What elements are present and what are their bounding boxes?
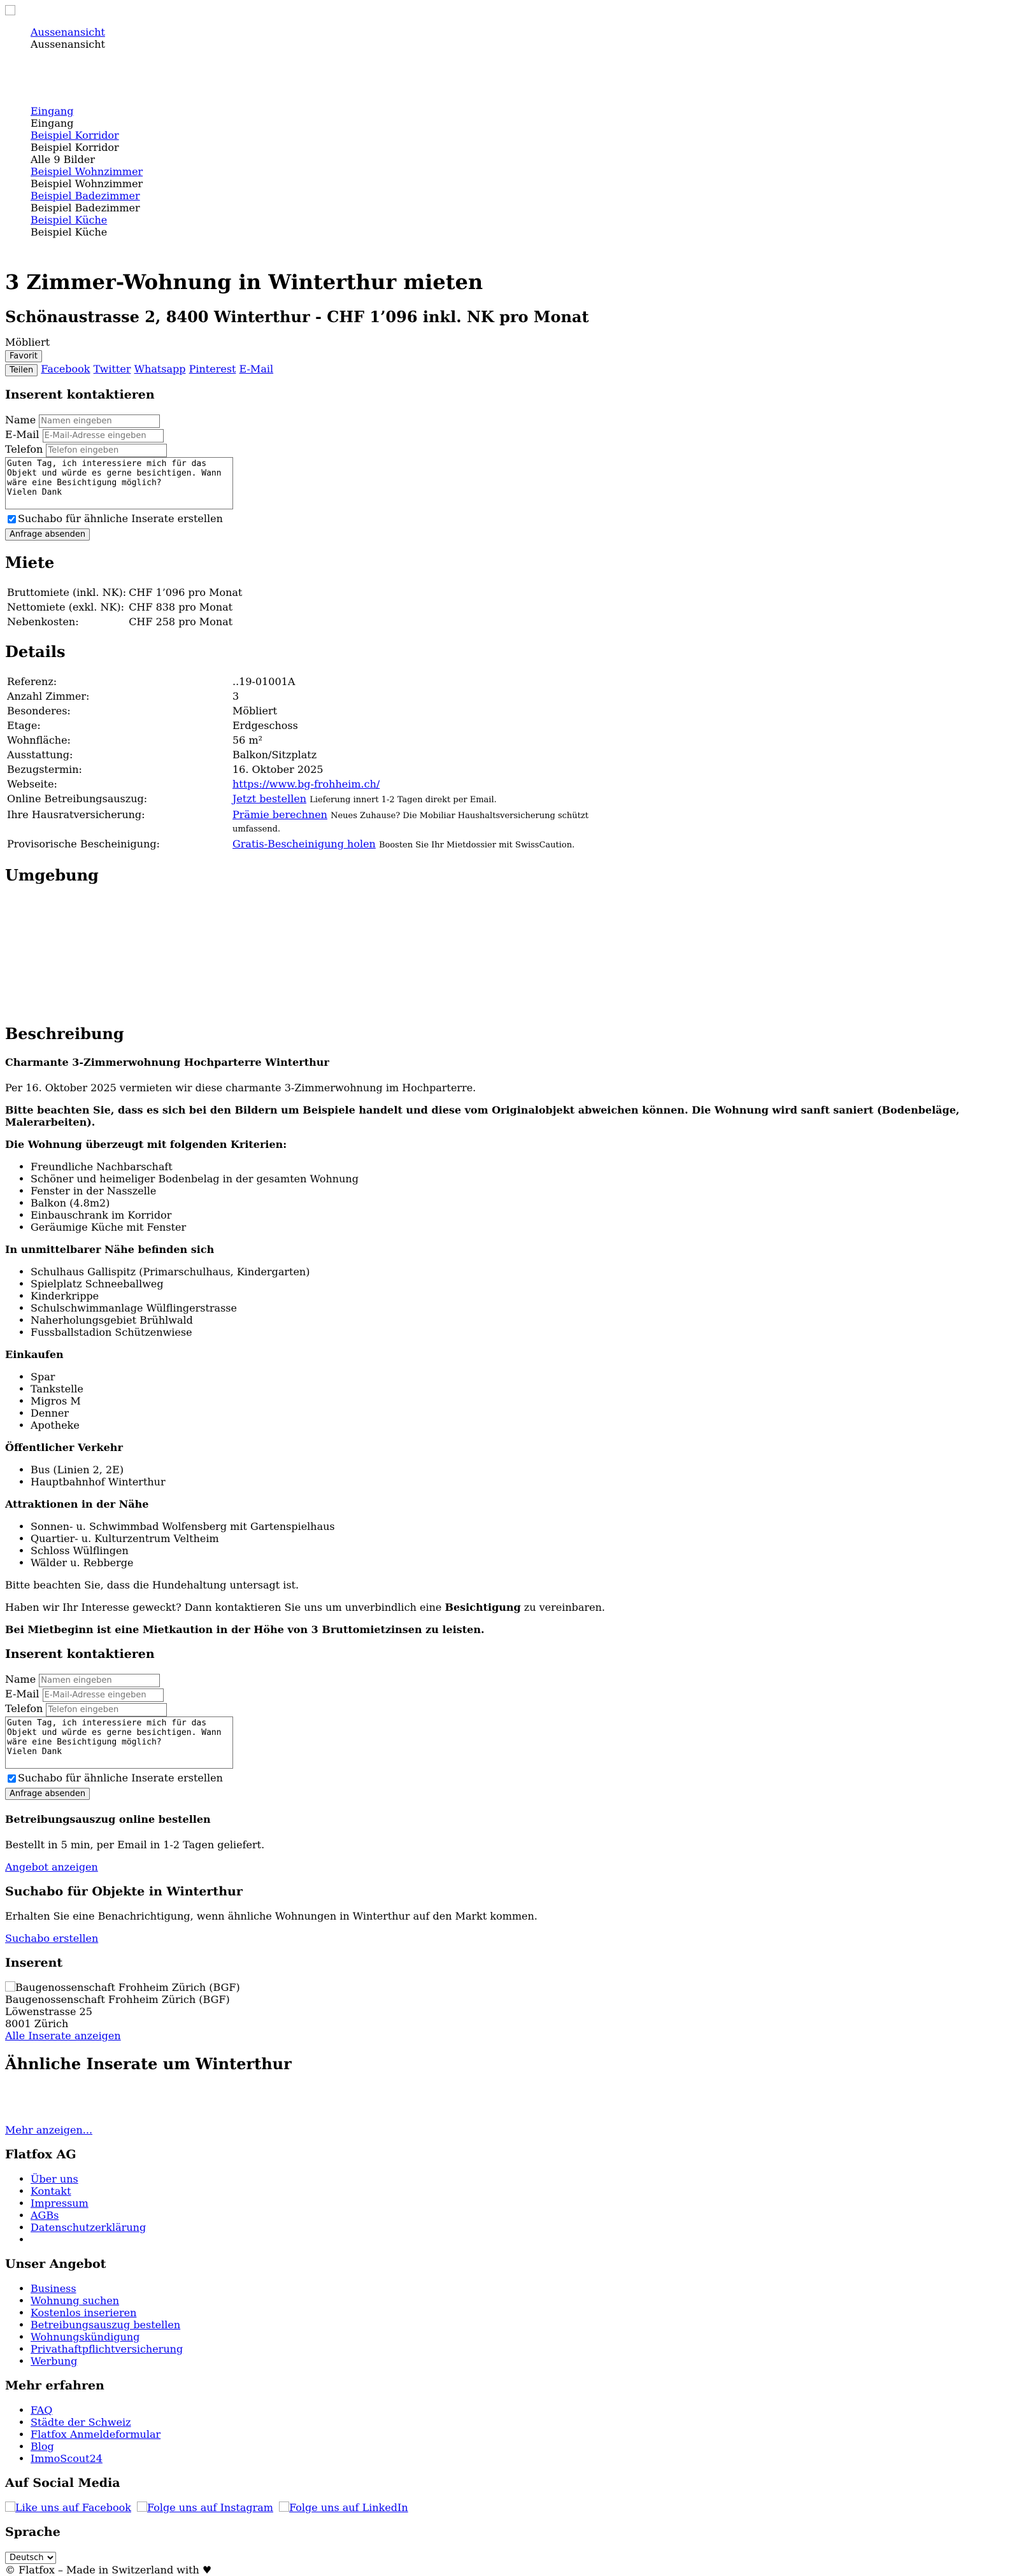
footer-social-heading: Auf Social Media <box>5 2476 120 2490</box>
table-row <box>6 719 590 732</box>
email-label: E-Mail <box>5 1688 39 1700</box>
linkedin-link[interactable]: Folge uns auf LinkedIn <box>279 2502 408 2514</box>
footer-link-faq[interactable]: FAQ <box>31 2404 53 2416</box>
footer-link-about[interactable]: Über uns <box>31 2173 78 2185</box>
list-item: • Fenster in der Nasszelle <box>31 1185 1014 1197</box>
logo-image[interactable] <box>5 5 15 15</box>
email-input[interactable] <box>43 1688 164 1702</box>
all-listings-link[interactable]: Alle Inserate anzeigen <box>5 2030 121 2042</box>
list-item: • Naherholungsgebiet Brühlwald <box>31 1314 1014 1326</box>
footer-link-termination[interactable]: Wohnungskündigung <box>31 2331 140 2343</box>
footer-offer-heading: Unser Angebot <box>5 2257 106 2271</box>
listing-subtitle: Schönaustrasse 2, 8400 Winterthur - CHF 1’096 inkl. NK pro Monat <box>5 308 589 326</box>
footer-link-privacy[interactable]: Datenschutzerklärung <box>31 2221 146 2233</box>
share-facebook-link[interactable]: Facebook <box>41 363 90 375</box>
facebook-link[interactable]: Like uns auf Facebook <box>5 2502 131 2514</box>
footer-learn-heading: Mehr erfahren <box>5 2379 104 2393</box>
share-button[interactable]: Teilen <box>5 364 38 376</box>
phone-input[interactable] <box>46 444 167 457</box>
gallery-caption: Beispiel Küche <box>31 226 108 238</box>
show-more-link[interactable]: Mehr anzeigen... <box>5 2124 93 2136</box>
list-item: • Spar <box>31 1371 1014 1383</box>
footer-language-heading: Sprache <box>5 2525 61 2539</box>
list-item: • Schulhaus Gallispitz (Primarschulhaus, Kindergarten) <box>31 1266 1014 1278</box>
image-gallery <box>5 26 1014 238</box>
listing-tag: Möbliert <box>5 336 50 348</box>
details-table <box>5 674 591 853</box>
rent-value: CHF 838 pro Monat <box>129 601 233 613</box>
advertiser-heading: Inserent <box>5 1956 63 1970</box>
free-certificate-link[interactable]: Gratis-Bescheinigung holen <box>232 838 376 850</box>
calculate-premium-link[interactable]: Prämie berechnen <box>232 809 327 821</box>
gallery-link-living-room[interactable]: Beispiel Wohnzimmer <box>31 166 143 178</box>
search-alert-checkbox[interactable] <box>8 1774 16 1783</box>
details-label: Etage: <box>7 719 41 732</box>
share-twitter-link[interactable]: Twitter <box>93 363 131 375</box>
contact-form-bottom <box>5 1647 1014 1800</box>
footer-link-list-free[interactable]: Kostenlos inserieren <box>31 2307 137 2319</box>
footer-link-liability-insurance[interactable]: Privathaftpflichtversicherung <box>31 2343 183 2355</box>
gallery-link-entrance[interactable]: Eingang <box>31 105 74 117</box>
details-label: Ihre Hausratversicherung: <box>7 809 145 821</box>
footer-link-imprint[interactable]: Impressum <box>31 2197 89 2209</box>
list-item-empty <box>31 2233 1014 2246</box>
name-label: Name <box>5 414 36 426</box>
list-item: • Apotheke <box>31 1419 1014 1431</box>
table-row <box>6 808 590 836</box>
name-input[interactable] <box>39 1674 160 1687</box>
footer <box>5 2148 1014 2576</box>
message-textarea[interactable] <box>5 1716 233 1769</box>
list-item: • Denner <box>31 1407 1014 1419</box>
name-label: Name <box>5 1673 36 1685</box>
share-bar <box>5 362 1014 376</box>
page-title: 3 Zimmer-Wohnung in Winterthur mieten <box>5 270 483 294</box>
details-label: Anzahl Zimmer: <box>7 690 90 702</box>
share-pinterest-link[interactable]: Pinterest <box>189 363 236 375</box>
rent-heading: Miete <box>5 553 55 572</box>
message-textarea[interactable] <box>5 457 233 509</box>
list-item: • Freundliche Nachbarschaft <box>31 1161 1014 1173</box>
surroundings-section <box>5 866 1014 1012</box>
phone-input[interactable] <box>46 1703 167 1716</box>
submit-request-button[interactable]: Anfrage absenden <box>5 1788 90 1800</box>
instagram-icon <box>137 2502 147 2512</box>
contact-heading: Inserent kontaktieren <box>5 1647 155 1661</box>
similar-listings-placeholder <box>5 2086 1014 2124</box>
list-item: • Quartier- u. Kulturzentrum Veltheim <box>31 1532 1014 1545</box>
rent-label: Nettomiete (exkl. NK): <box>7 601 125 613</box>
advertiser-city: 8001 Zürich <box>5 2018 69 2030</box>
table-row <box>6 837 590 852</box>
list-item: • Schloss Wülflingen <box>31 1545 1014 1557</box>
cta-bold: Besichtigung <box>445 1601 521 1613</box>
rent-section <box>5 553 1014 630</box>
table-row <box>6 733 590 747</box>
description-intro: Per 16. Oktober 2025 vermieten wir diese charmante 3-Zimmerwohnung im Hochparterre. <box>5 1082 476 1094</box>
instagram-link[interactable]: Folge uns auf Instagram <box>137 2502 273 2514</box>
gallery-item-exterior <box>31 26 1014 105</box>
social-links <box>5 2502 1014 2514</box>
gallery-caption: Beispiel Badezimmer <box>31 202 140 214</box>
footer-link-order-extract[interactable]: Betreibungsauszug bestellen <box>31 2319 181 2331</box>
details-label: Online Betreibungsauszug: <box>7 793 148 805</box>
gallery-item-corridor <box>31 129 1014 166</box>
list-item: • Sonnen- u. Schwimmbad Wolfensberg mit Gartenspielhaus <box>31 1520 1014 1532</box>
deposit-note: Bei Mietbeginn ist eine Mietkaution in der Höhe von 3 Bruttomietzinsen zu leisten. <box>5 1624 485 1636</box>
shopping-list <box>5 1371 1014 1431</box>
extract-heading: Betreibungsauszug online bestellen <box>5 1813 211 1825</box>
details-label: Webseite: <box>7 778 57 790</box>
website-link[interactable]: https://www.bg-frohheim.ch/ <box>232 778 380 790</box>
gallery-link-exterior[interactable]: Aussenansicht <box>31 26 105 38</box>
details-label: Wohnfläche: <box>7 734 71 746</box>
search-alert-heading: Suchabo für Objekte in Winterthur <box>5 1885 243 1899</box>
table-row <box>6 704 590 718</box>
shopping-heading: Einkaufen <box>5 1348 64 1361</box>
copyright: © Flatfox – Made in Switzerland with ♥ <box>5 2564 212 2576</box>
table-row <box>6 792 590 807</box>
table-row <box>6 586 243 599</box>
email-input[interactable] <box>43 429 164 442</box>
rent-value: CHF 258 pro Monat <box>129 616 233 628</box>
rent-label: Bruttomiete (inkl. NK): <box>7 586 127 598</box>
attractions-list <box>5 1520 1014 1569</box>
table-row <box>6 777 590 791</box>
details-label: Referenz: <box>7 676 57 688</box>
list-item: • Geräumige Küche mit Fenster <box>31 1221 1014 1233</box>
similar-heading: Ähnliche Inserate um Winterthur <box>5 2055 292 2073</box>
rent-value: CHF 1’096 pro Monat <box>129 586 243 598</box>
footer-link-application-form[interactable]: Flatfox Anmeldeformular <box>31 2428 161 2440</box>
gallery-caption: Beispiel Korridor <box>31 141 119 153</box>
gallery-item-bathroom <box>31 190 1014 214</box>
footer-link-search-apartment[interactable]: Wohnung suchen <box>31 2295 120 2307</box>
search-alert-box <box>5 1885 1014 1944</box>
attractions-heading: Attraktionen in der Nähe <box>5 1498 149 1510</box>
cta-paragraph: Haben wir Ihr Interesse geweckt? Dann kontaktieren Sie uns um unverbindlich eine Besichtigung zu vereinbaren. <box>5 1601 605 1613</box>
gallery-link-bathroom[interactable]: Beispiel Badezimmer <box>31 190 140 202</box>
description-title: Charmante 3-Zimmerwohnung Hochparterre Winterthur <box>5 1056 329 1068</box>
gallery-caption: Beispiel Wohnzimmer <box>31 178 143 190</box>
footer-offer-links <box>5 2282 1014 2367</box>
map-placeholder[interactable] <box>5 897 1014 1012</box>
name-input[interactable] <box>39 414 160 428</box>
surroundings-heading: Umgebung <box>5 866 99 884</box>
phone-label: Telefon <box>5 1702 43 1715</box>
footer-link-terms[interactable]: AGBs <box>31 2209 59 2221</box>
table-row <box>6 600 243 614</box>
share-email-link[interactable]: E-Mail <box>239 363 274 375</box>
footer-link-immoscout[interactable]: ImmoScout24 <box>31 2452 103 2465</box>
details-value: 56 m² <box>232 734 263 746</box>
rent-table <box>5 584 244 630</box>
gallery-link-kitchen[interactable]: Beispiel Küche <box>31 214 108 226</box>
list-item: • Bus (Linien 2, 2E) <box>31 1464 1014 1476</box>
table-row <box>6 763 590 776</box>
nearby-list <box>5 1266 1014 1338</box>
footer-company-links <box>5 2173 1014 2246</box>
features-list <box>5 1161 1014 1233</box>
order-extract-link[interactable]: Jetzt bestellen <box>232 793 307 805</box>
extract-note: Lieferung innert 1-2 Tagen direkt per Email. <box>310 795 497 805</box>
advertiser-section <box>5 1956 1014 2042</box>
facebook-icon <box>5 2502 15 2512</box>
advertiser-logo <box>5 1981 15 1992</box>
list-item: • Tankstelle <box>31 1383 1014 1395</box>
footer-link-cities[interactable]: Städte der Schweiz <box>31 2416 131 2428</box>
gallery-caption: Eingang <box>31 117 74 129</box>
list-item: • Spielplatz Schneeballweg <box>31 1278 1014 1290</box>
extract-text: Bestellt in 5 min, per Email in 1-2 Tagen geliefert. <box>5 1839 265 1851</box>
details-heading: Details <box>5 642 66 661</box>
details-value: Möbliert <box>232 705 278 717</box>
footer-link-blog[interactable]: Blog <box>31 2440 54 2452</box>
details-value: Balkon/Sitzplatz <box>232 749 317 761</box>
email-label: E-Mail <box>5 428 39 441</box>
details-value: Erdgeschoss <box>232 719 298 732</box>
contact-form-top <box>5 388 1014 541</box>
favorite-button[interactable]: Favorit <box>5 350 42 362</box>
list-item: • Einbauschrank im Korridor <box>31 1209 1014 1221</box>
header <box>5 0 1014 17</box>
list-item: • Schöner und heimeliger Bodenbelag in der gesamten Wohnung <box>31 1173 1014 1185</box>
phone-label: Telefon <box>5 443 43 455</box>
details-label: Bezugstermin: <box>7 763 82 775</box>
gallery-item-kitchen <box>31 214 1014 238</box>
details-label: Besonderes: <box>7 705 71 717</box>
list-item: • Hauptbahnhof Winterthur <box>31 1476 1014 1488</box>
transport-list <box>5 1464 1014 1488</box>
details-value: 3 <box>232 690 239 702</box>
table-row <box>6 748 590 761</box>
similar-listings <box>5 2055 1014 2136</box>
gallery-link-corridor[interactable]: Beispiel Korridor <box>31 129 119 141</box>
list-item: • Balkon (4.8m2) <box>31 1197 1014 1209</box>
footer-company-heading: Flatfox AG <box>5 2148 76 2162</box>
nearby-heading: In unmittelbarer Nähe befinden sich <box>5 1243 215 1256</box>
details-label: Ausstattung: <box>7 749 73 761</box>
footer-link-advertising[interactable]: Werbung <box>31 2355 78 2367</box>
insurance-note: Neues Zuhause? Die Mobiliar Haushaltsversicherung schützt umfassend. <box>232 811 588 834</box>
search-alert-text: Erhalten Sie eine Benachrichtigung, wenn ähnliche Wohnungen in Winterthur auf den Markt kommen. <box>5 1910 538 1922</box>
list-item: • Fussballstadion Schützenwiese <box>31 1326 1014 1338</box>
details-value: ..19-01001A <box>232 676 296 688</box>
table-row <box>6 615 243 628</box>
footer-link-business[interactable]: Business <box>31 2282 76 2295</box>
advertiser-name: Baugenossenschaft Frohheim Zürich (BGF) <box>5 1993 230 2006</box>
gallery-all-images-label[interactable]: Alle 9 Bilder <box>31 153 95 166</box>
contact-heading: Inserent kontaktieren <box>5 388 155 402</box>
linkedin-icon <box>279 2502 289 2512</box>
create-search-alert-link[interactable]: Suchabo erstellen <box>5 1932 99 1944</box>
description-heading: Beschreibung <box>5 1024 124 1043</box>
table-row <box>6 675 590 688</box>
gallery-item-entrance <box>31 105 1014 129</box>
advertiser-street: Löwenstrasse 25 <box>5 2006 92 2018</box>
list-item: • Kinderkrippe <box>31 1290 1014 1302</box>
advertiser-logo-alt: Baugenossenschaft Frohheim Zürich (BGF) <box>15 1981 240 1993</box>
search-alert-checkbox[interactable] <box>8 515 16 523</box>
transport-heading: Öffentlicher Verkehr <box>5 1441 123 1454</box>
search-alert-label: Suchabo für ähnliche Inserate erstellen <box>18 1772 223 1784</box>
table-row <box>6 690 590 703</box>
list-item: • Wälder u. Rebberge <box>31 1557 1014 1569</box>
footer-link-contact[interactable]: Kontakt <box>31 2185 71 2197</box>
pets-note: Bitte beachten Sie, dass die Hundehaltung untersagt ist. <box>5 1579 299 1591</box>
extract-box <box>5 1813 1014 1873</box>
list-item: • Schulschwimmanlage Wülflingerstrasse <box>31 1302 1014 1314</box>
details-label: Provisorische Bescheinigung: <box>7 838 160 850</box>
rent-label: Nebenkosten: <box>7 616 79 628</box>
gallery-caption: Aussenansicht <box>31 38 105 50</box>
footer-learn-links <box>5 2404 1014 2465</box>
share-whatsapp-link[interactable]: Whatsapp <box>134 363 186 375</box>
details-value: 16. Oktober 2025 <box>232 763 324 775</box>
list-item: • Migros M <box>31 1395 1014 1407</box>
gallery-item-living-room <box>31 166 1014 190</box>
certificate-note: Boosten Sie Ihr Mietdossier mit SwissCaution. <box>378 840 575 850</box>
language-select[interactable] <box>5 2552 56 2564</box>
search-alert-label: Suchabo für ähnliche Inserate erstellen <box>18 513 223 525</box>
details-section <box>5 642 1014 853</box>
description-notice: Bitte beachten Sie, dass es sich bei den Bildern um Beispiele handelt und diese vom Originalobjekt abweichen können. Die Wohnung wird sanft saniert (Bodenbeläge, Malerarbeiten). <box>5 1104 960 1128</box>
features-heading: Die Wohnung überzeugt mit folgenden Kriterien: <box>5 1138 287 1150</box>
submit-request-button[interactable]: Anfrage absenden <box>5 528 90 541</box>
show-offer-link[interactable]: Angebot anzeigen <box>5 1861 98 1873</box>
description-section <box>5 1024 1014 1636</box>
